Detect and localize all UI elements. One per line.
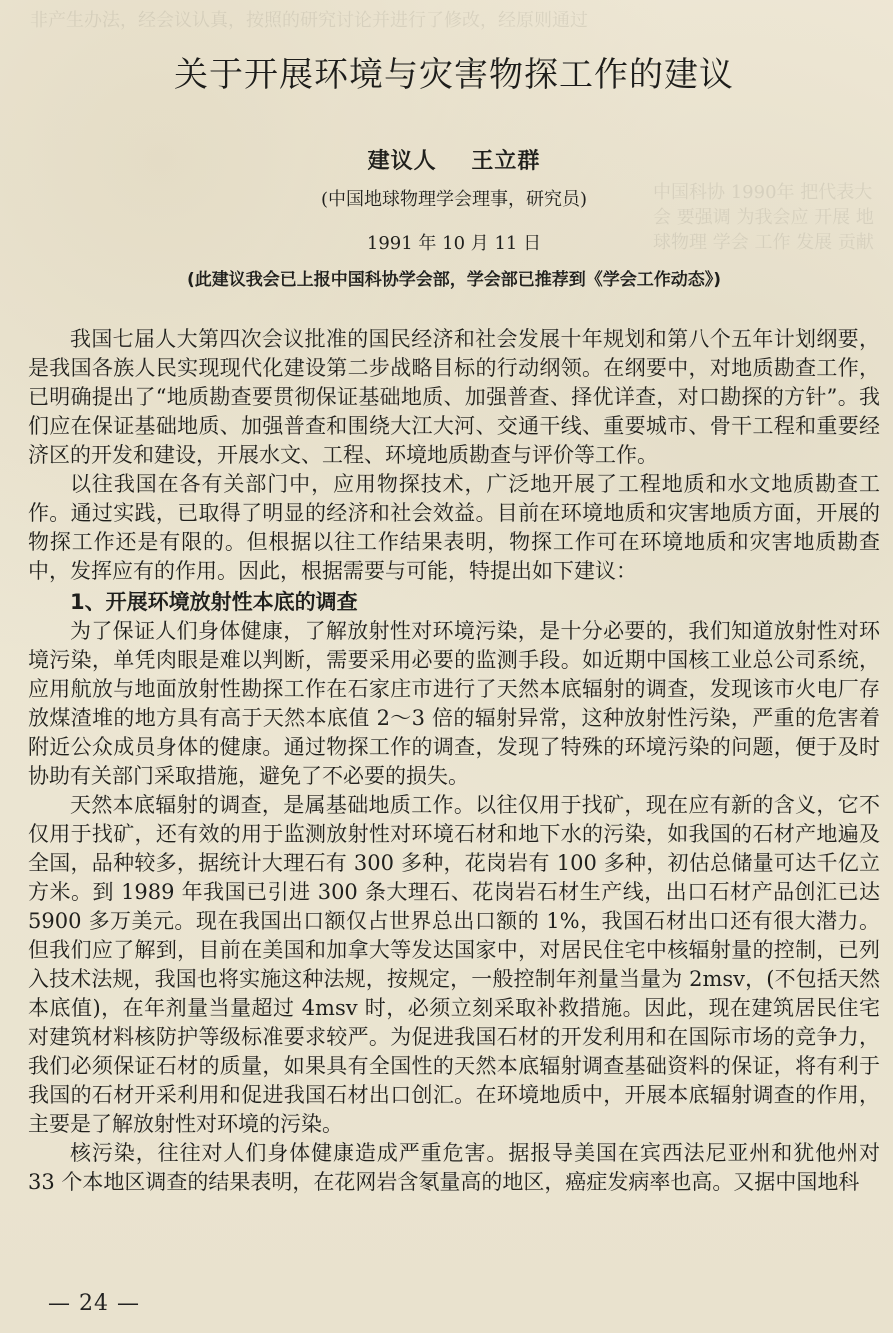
author-name: 王立群 [471,149,541,174]
paragraph-3: 为了保证人们身体健康，了解放射性对环境污染，是十分必要的，我们知道放射性对环境污染，单凭肉眼是难以判断，需要采用必要的监测手段。如近期中国核工业总公司系统，应用航放与地面放射性勘探工作在石家庄市进行了天然本底辐射的调查，发现该市火电厂存放煤渣堆的地方具有高于天然本底值 2～3 倍的辐射异常，这种放射性污染，严重的危害着附近公众成员身体的健康。通过物探工作的调查，发现了特殊的环境污染的问题，便于及时协助有关部门采取措施，避免了不必要的损失。 [28,619,880,788]
page-number: — 24 — [48,1291,140,1316]
paragraph-2: 以往我国在各有关部门中，应用物探技术，广泛地开展了工程地质和水文地质勘查工作。通过实践，已取得了明显的经济和社会效益。目前在环境地质和灾害地质方面，开展的物探工作还是有限的。但根据以往工作结果表明，物探工作可在环境地质和灾害地质勘查中，发挥应有的作用。因此，根据需要与可能，特提出如下建议： [28,472,880,583]
bleed-through-text-side: 中国科协 1990年 把代表大会 要强调 为我会应 开展 地球物理 学会 工作 发展 贡献 [653,182,874,253]
paragraph-4: 天然本底辐射的调查，是属基础地质工作。以往仅用于找矿，现在应有新的含义，它不仅用于找矿，还有效的用于监测放射性对环境石材和地下水的污染，如我国的石材产地遍及全国，品种较多，据统计大理石有 300 多种，花岗岩有 100 多种，初估总储量可达千亿立方米。到 1989 年我国已引进 300 条大理石、花岗岩石材生产线，出口石材产品创汇已达 5900 多万美元。现在我国出口额仅占世界总出口额的 1%，我国石材出口还有很大潜力。但我们应了解到，目前在美国和加拿大等发达国家中，对居民住宅中核辐射量的控制，已列入技术法规，我国也将实施这种法规，按规定，一般控制年剂量当量为 2msv，(不包括天然本底值)，在年剂量当量超过 4msv 时，必须立刻采取补救措施。因此，现在建筑居民住宅对建筑材料核防护等级标准要求较严。为促进我国石材的开发利用和在国际市场的竞争力，我们必须保证石材的质量，如果具有全国性的天然本底辐射调查基础资料的保证，将有利于我国的石材开采利用和促进我国石材出口创汇。在环境地质中，开展本底辐射调查的作用，主要是了解放射性对环境的污染。 [28,793,880,1136]
author-role: 建议人 [367,149,437,174]
page-title: 关于开展环境与灾害物探工作的建议 [174,55,734,95]
author-line [28,144,880,175]
article-body [28,325,880,1197]
bleed-through-text-top: 非产生办法，经会议认真，按照的研究讨论并进行了修改，经原则通过 [30,10,588,31]
paragraph-1: 我国七届人大第四次会议批准的国民经济和社会发展十年规划和第八个五年计划纲要，是我国各族人民实现现代化建设第二步战略目标的行动纲领。在纲要中，对地质勘查工作，已明确提出了“地质勘查要贯彻保证基础地质、加强普查、择优详查，对口勘探的方针”。我们应在保证基础地质、加强普查和围绕大江大河、交通干线、重要城市、骨干工程和重要经济区的开发和建设，开展水文、工程、环境地质勘查与评价等工作。 [28,327,880,467]
paragraph-5: 核污染，往往对人们身体健康造成严重危害。据报导美国在宾西法尼亚州和犹他州对 33 个本地区调查的结果表明，在花网岩含氡量高的地区，癌症发病率也高。又据中国地科 [28,1141,880,1194]
article [28,50,880,1197]
author-affiliation: (中国地球物理学会理事，研究员) [320,189,588,210]
document-date: 1991 年 10 月 11 日 [366,233,542,254]
submission-note: (此建议我会已上报中国科协学会部，学会部已推荐到《学会工作动态》) [186,270,722,290]
section-heading: 1、开展环境放射性本底的调查 [70,590,358,614]
